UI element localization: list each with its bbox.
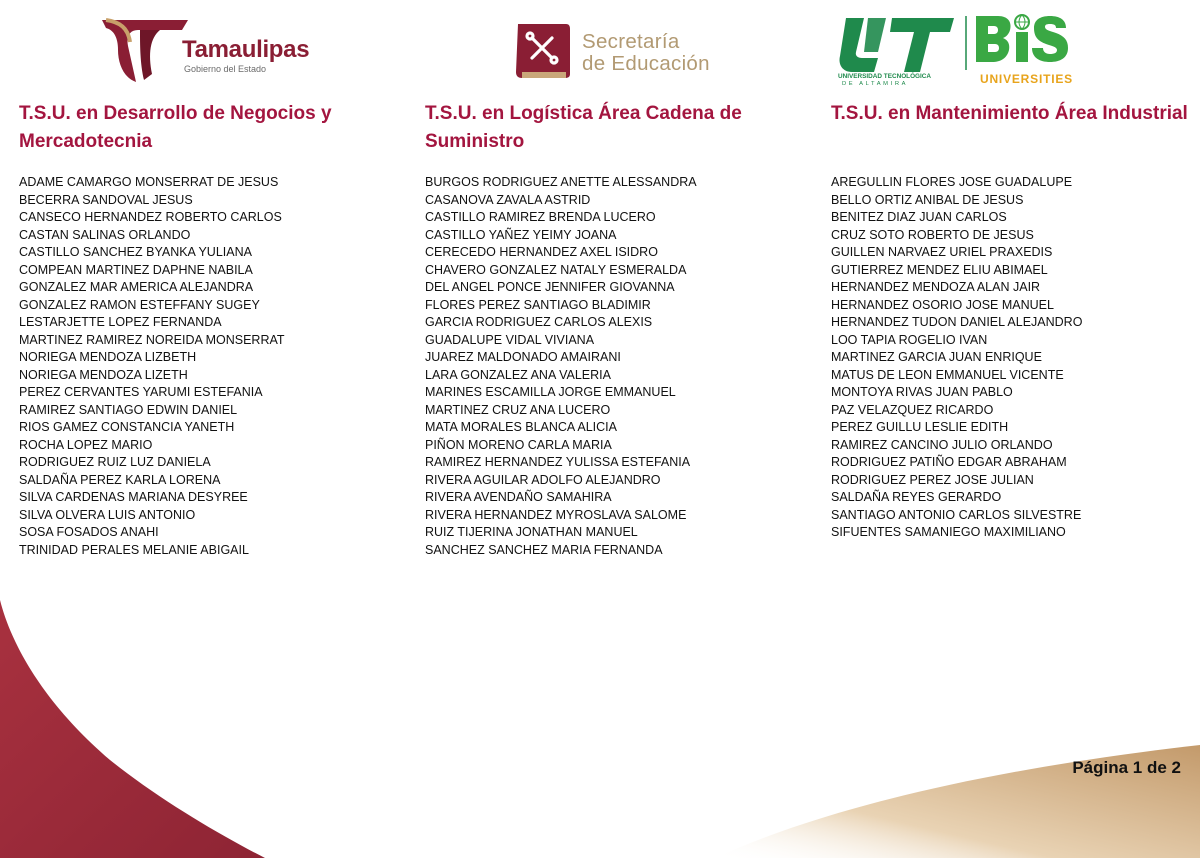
student-name: MARTINEZ RAMIREZ NOREIDA MONSERRAT <box>19 332 285 347</box>
secretaria-line1: Secretaría <box>582 30 680 53</box>
student-name: NORIEGA MENDOZA LIZBETH <box>19 350 197 364</box>
education-badge-icon <box>512 22 572 80</box>
student-name: SANCHEZ SANCHEZ MARIA FERNANDA <box>425 542 663 557</box>
student-name: SANTIAGO ANTONIO CARLOS SILVESTRE <box>831 507 1082 522</box>
tamaulipas-logo <box>100 14 320 86</box>
student-name: FLORES PEREZ SANTIAGO BLADIMIR <box>425 297 651 312</box>
student-name: SALDAÑA PEREZ KARLA LORENA <box>19 472 221 487</box>
student-name: RODRIGUEZ PATIÑO EDGAR ABRAHAM <box>831 455 1067 469</box>
student-name: RAMIREZ CANCINO JULIO ORLANDO <box>831 437 1053 452</box>
student-name: CHAVERO GONZALEZ NATALY ESMERALDA <box>425 262 687 277</box>
student-name: MARTINEZ GARCIA JUAN ENRIQUE <box>831 350 1042 364</box>
student-name: RIVERA AVENDAÑO SAMAHIRA <box>425 490 612 504</box>
ut-bis-logo <box>838 12 1088 92</box>
student-name: SILVA CARDENAS MARIANA DESYREE <box>19 490 248 504</box>
tamaulipas-subtitle: Gobierno del Estado <box>184 64 267 74</box>
student-name: MATUS DE LEON EMMANUEL VICENTE <box>831 367 1064 382</box>
student-name: COMPEAN MARTINEZ DAPHNE NABILA <box>19 262 253 277</box>
ut-university-label: UNIVERSIDAD TECNOLÓGICA <box>838 73 932 80</box>
student-name: RIVERA HERNANDEZ MYROSLAVA SALOME <box>425 507 687 522</box>
student-list <box>831 174 1200 542</box>
student-name: CERECEDO HERNANDEZ AXEL ISIDRO <box>425 245 658 259</box>
student-name: RODRIGUEZ PEREZ JOSE JULIAN <box>831 472 1034 487</box>
student-name: MONTOYA RIVAS JUAN PABLO <box>831 385 1013 399</box>
tamaulipas-emblem-icon <box>100 14 190 86</box>
student-name: PEREZ GUILLU LESLIE EDITH <box>831 420 1009 434</box>
bis-tagline: UNIVERSITIES <box>980 72 1073 86</box>
student-name: PAZ VELAZQUEZ RICARDO <box>831 402 994 417</box>
student-name: LOO TAPIA ROGELIO IVAN <box>831 332 988 347</box>
student-name: TRINIDAD PERALES MELANIE ABIGAIL <box>19 542 249 557</box>
program-column-logistica <box>425 100 820 559</box>
student-name: SILVA OLVERA LUIS ANTONIO <box>19 507 196 522</box>
secretaria-line2: de Educación <box>582 52 710 75</box>
program-title: T.S.U. en Mantenimiento Área Industrial <box>831 103 1188 124</box>
student-name: CASTAN SALINAS ORLANDO <box>19 227 191 242</box>
student-name: CASANOVA ZAVALA ASTRID <box>425 192 591 207</box>
student-name: ROCHA LOPEZ MARIO <box>19 437 153 452</box>
ut-city-label: DE ALTAMIRA <box>842 81 909 87</box>
student-name: RIVERA AGUILAR ADOLFO ALEJANDRO <box>425 472 661 487</box>
student-name: PIÑON MORENO CARLA MARIA <box>425 437 612 452</box>
student-name: LESTARJETTE LOPEZ FERNANDA <box>19 315 222 329</box>
student-name: CRUZ SOTO ROBERTO DE JESUS <box>831 227 1034 242</box>
student-name: BURGOS RODRIGUEZ ANETTE ALESSANDRA <box>425 175 697 189</box>
secretaria-educacion-logo <box>512 22 727 82</box>
page-number: Página 1 de 2 <box>1072 758 1181 777</box>
student-name: LARA GONZALEZ ANA VALERIA <box>425 367 611 382</box>
student-name: HERNANDEZ OSORIO JOSE MANUEL <box>831 297 1054 312</box>
program-title: T.S.U. en Desarrollo de Negocios y Mercadotecnia <box>19 103 332 152</box>
student-name: MARINES ESCAMILLA JORGE EMMANUEL <box>425 385 676 399</box>
student-name: RAMIREZ HERNANDEZ YULISSA ESTEFANIA <box>425 455 691 469</box>
student-name: SOSA FOSADOS ANAHI <box>19 525 159 539</box>
student-name: RODRIGUEZ RUIZ LUZ DANIELA <box>19 455 211 469</box>
tamaulipas-name: Tamaulipas <box>182 36 310 63</box>
student-name: CASTILLO YAÑEZ YEIMY JOANA <box>425 227 617 242</box>
student-name: MATA MORALES BLANCA ALICIA <box>425 420 617 434</box>
student-name: RAMIREZ SANTIAGO EDWIN DANIEL <box>19 402 238 417</box>
student-name: CASTILLO SANCHEZ BYANKA YULIANA <box>19 245 252 259</box>
student-list <box>19 174 414 559</box>
program-column-negocios <box>19 100 414 559</box>
student-name: GUTIERREZ MENDEZ ELIU ABIMAEL <box>831 262 1048 277</box>
program-column-mantenimiento <box>831 100 1200 542</box>
student-name: MARTINEZ CRUZ ANA LUCERO <box>425 402 611 417</box>
student-name: GUADALUPE VIDAL VIVIANA <box>425 332 595 347</box>
student-name: PEREZ CERVANTES YARUMI ESTEFANIA <box>19 385 263 399</box>
student-name: BELLO ORTIZ ANIBAL DE JESUS <box>831 192 1024 207</box>
student-name: JUAREZ MALDONADO AMAIRANI <box>425 350 621 364</box>
student-name: HERNANDEZ TUDON DANIEL ALEJANDRO <box>831 315 1083 329</box>
student-name: BENITEZ DIAZ JUAN CARLOS <box>831 210 1007 224</box>
student-name: GARCIA RODRIGUEZ CARLOS ALEXIS <box>425 315 653 329</box>
student-name: GUILLEN NARVAEZ URIEL PRAXEDIS <box>831 245 1053 259</box>
student-name: CASTILLO RAMIREZ BRENDA LUCERO <box>425 210 656 224</box>
ut-bis-mark-icon <box>838 12 1088 72</box>
student-name: GONZALEZ MAR AMERICA ALEJANDRA <box>19 280 254 294</box>
student-name: HERNANDEZ MENDOZA ALAN JAIR <box>831 280 1041 294</box>
student-name: BECERRA SANDOVAL JESUS <box>19 192 193 207</box>
student-name: CANSECO HERNANDEZ ROBERTO CARLOS <box>19 210 282 224</box>
student-name: SIFUENTES SAMANIEGO MAXIMILIANO <box>831 525 1066 539</box>
student-name: RIOS GAMEZ CONSTANCIA YANETH <box>19 420 235 434</box>
student-name: NORIEGA MENDOZA LIZETH <box>19 367 188 382</box>
student-name: RUIZ TIJERINA JONATHAN MANUEL <box>425 525 638 539</box>
student-name: DEL ANGEL PONCE JENNIFER GIOVANNA <box>425 280 675 294</box>
student-list <box>425 174 820 559</box>
student-name: SALDAÑA REYES GERARDO <box>831 490 1002 504</box>
student-name: ADAME CAMARGO MONSERRAT DE JESUS <box>19 175 279 189</box>
maroon-swoosh <box>0 600 265 858</box>
program-title: T.S.U. en Logística Área Cadena de Suministro <box>425 103 742 152</box>
student-name: GONZALEZ RAMON ESTEFFANY SUGEY <box>19 297 260 312</box>
student-name: AREGULLIN FLORES JOSE GUADALUPE <box>831 175 1073 189</box>
